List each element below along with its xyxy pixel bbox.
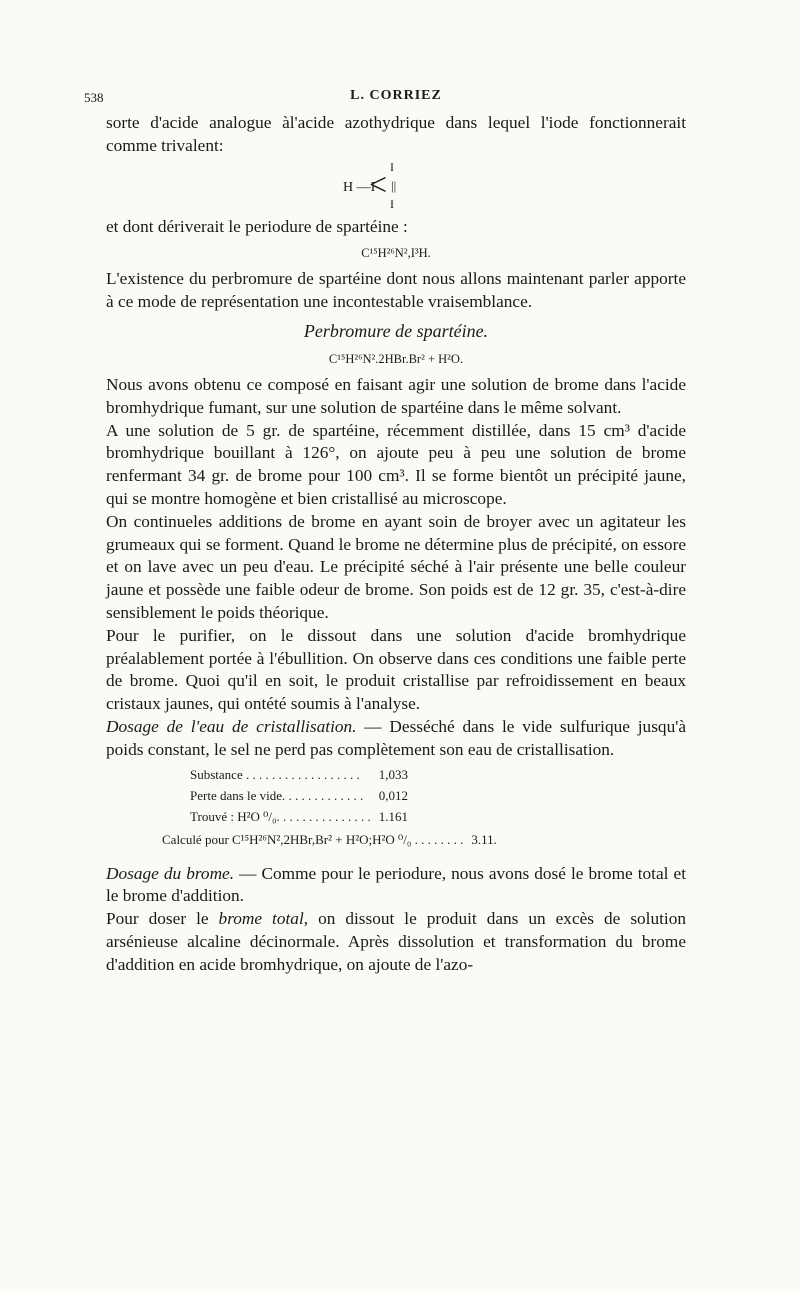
paragraph-10-text-a: Pour doser le [106, 909, 219, 929]
table-row [190, 764, 408, 785]
analysis-table [190, 764, 408, 827]
paragraph-8-heading: Dosage de l'eau de cristallisation. [106, 716, 357, 736]
paragraph-1: sorte d'acide analogue àl'acide azothydrique dans lequel l'iode fonctionnerait comme trivalent: [106, 113, 686, 155]
section-title: Perbromure de spartéine. [303, 320, 489, 341]
table-value: 0,012 [378, 787, 408, 803]
paragraph-10-text-b: , on dissout le produit dans un excès de solution arsénieuse alcaline décinormale. Après dissolution et transformation du brome d'addition en acide bromhydrique, on ajoute de l'azo- [106, 909, 687, 974]
paragraph-6: On continueles additions de brome en ayant soin de broyer avec un agitateur les grumeaux qui se forment. Quand le brome ne détermine plus de précipité, on essore et on lave avec un peu d'eau. Le précipité séché à l'air présente une belle couleur jaune et possède une faible odeur de brome. Son poids est de 12 gr. 35, c'est-à-dire sensiblement le poids théorique. [106, 511, 686, 622]
paragraph-5: A une solution de 5 gr. de spartéine, récemment distillée, dans 15 cm³ d'acide bromhydrique bouillant à 126°, on ajoute peu à peu une solution de brome renfermant 34 gr. de brome pour 100 cm³. Il se forme bientôt un précipité jaune, qui se montre homogène et bien cristallisé au microscope. [106, 420, 686, 508]
formula-hi3-left: H —I [343, 179, 376, 195]
table-row [190, 785, 408, 806]
table-label: Perte dans le vide. . . . . . . . . . . . . [190, 787, 364, 803]
table-label: Trouvé : H²O ⁰/₀. . . . . . . . . . . . . . . [190, 808, 371, 824]
paragraph-9 [106, 863, 686, 909]
table-value: 1,033 [378, 766, 408, 782]
formula-periodure: C¹⁵H²⁶N²,I³H. [361, 246, 431, 261]
paragraph-9-text: — Comme pour le periodure, nous avons dosé le brome total et le brome d'addition. [106, 863, 686, 906]
running-author: L. CORRIEZ [350, 88, 442, 103]
calculated-value: 3.11. [471, 831, 497, 847]
paragraph-3: L'existence du perbromure de spartéine dont nous allons maintenant parler apporte à ce mode de représentation une incontestable vraisemblance. [106, 269, 686, 312]
running-header [84, 88, 686, 112]
paragraph-7: Pour le purifier, on le dissout dans une solution d'acide bromhydrique préalablement portée à l'ébullition. On observe dans ces conditions une faible perte de brome. Quoi qu'il en soit, le produit cristallise par refroidissement en beaux cristaux jaunes, qui ontété soumis à l'analyse. [106, 625, 686, 714]
formula-hi3-middle: || [391, 177, 397, 193]
paragraph-2: et dont dériverait le periodure de spartéine : [106, 216, 408, 236]
section-formula: C¹⁵H²⁶N².2HBr.Br² + H²O. [328, 351, 464, 366]
paragraph-8 [106, 716, 686, 762]
paragraph-4: Nous avons obtenu ce composé en faisant agir une solution de brome dans l'acide bromhydrique fumant, sur une solution de spartéine dans le même solvant. [106, 374, 686, 417]
formula-hi3 [106, 158, 686, 216]
formula-hi3-bottom: I [390, 196, 394, 211]
paragraph-8-text: — Desséché dans le vide sulfurique jusqu'à poids constant, le sel ne perd pas complètement son eau de cristallisation. [106, 716, 686, 759]
page-number: 538 [84, 90, 104, 105]
table-value: 1.161 [378, 808, 408, 824]
paragraph-10 [106, 908, 686, 976]
calculated-label: Calculé pour C¹⁵H²⁶N²,2HBr,Br² + H²O;H²O ⁰/₀ . . . . . . . . [162, 831, 464, 847]
formula-hi3-top: I [390, 159, 394, 174]
calculated-line [162, 827, 686, 853]
page [84, 88, 687, 977]
angle-brace-icon: < [369, 165, 388, 202]
paragraph-9-heading: Dosage du brome. [106, 863, 235, 883]
table-label: Substance . . . . . . . . . . . . . . . . . . [190, 766, 360, 782]
table-row [190, 806, 408, 827]
paragraph-10-emphasis: brome total [218, 909, 304, 929]
